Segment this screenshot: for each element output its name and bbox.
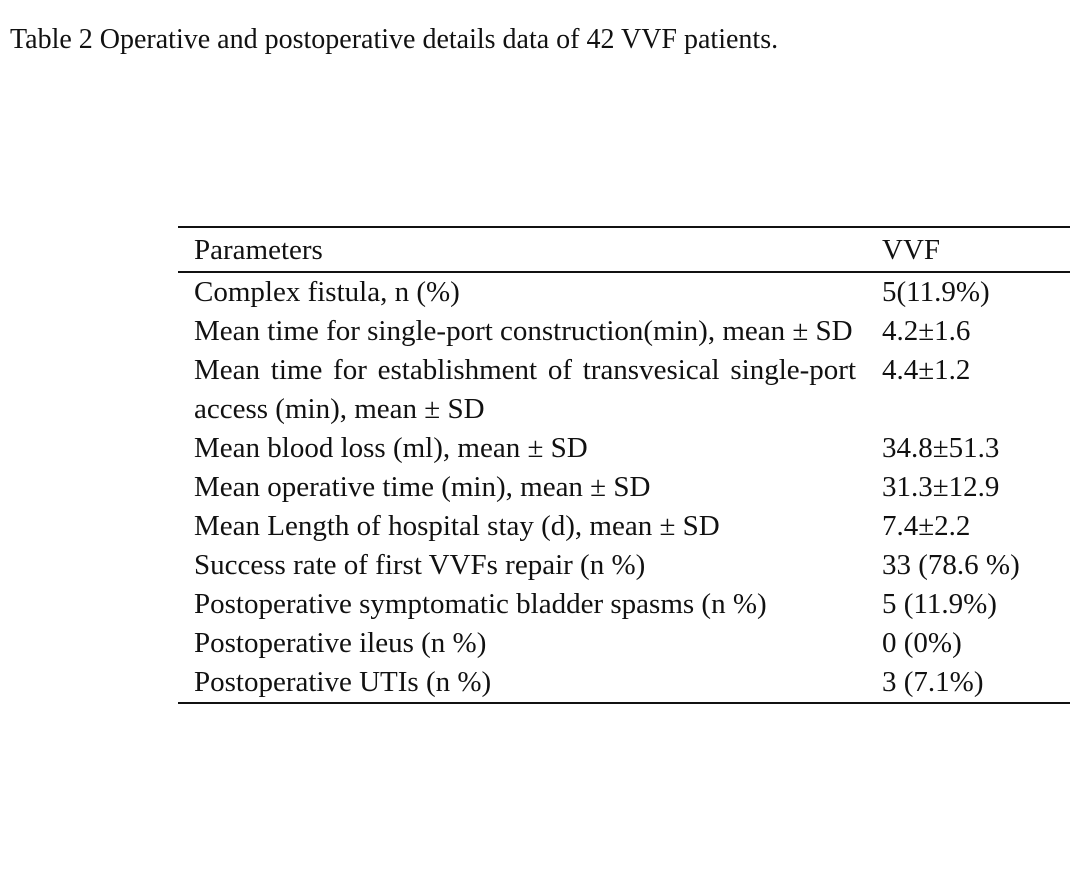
table-header-row [178, 227, 1070, 272]
header-vvf: VVF [882, 234, 941, 266]
row-value: 34.8±51.3 [882, 432, 1000, 464]
row-value: 31.3±12.9 [882, 471, 1000, 503]
row-parameter: Mean time for establishment of transvesical single-port access (min), mean ± SD [194, 354, 856, 425]
table-row [178, 663, 1070, 703]
row-value: 3 (7.1%) [882, 666, 984, 698]
table-row [178, 468, 1070, 507]
data-table-container [178, 226, 1070, 704]
table-row [178, 546, 1070, 585]
row-value: 7.4±2.2 [882, 510, 971, 542]
row-value: 4.4±1.2 [882, 354, 971, 386]
table-row [178, 351, 1070, 429]
row-parameter: Success rate of first VVFs repair (n %) [194, 549, 646, 581]
table-caption: Table 2 Operative and postoperative details data of 42 VVF patients. [10, 24, 779, 55]
table-row [178, 585, 1070, 624]
row-value: 0 (0%) [882, 627, 962, 659]
row-parameter: Mean operative time (min), mean ± SD [194, 471, 651, 503]
table-row [178, 624, 1070, 663]
data-table [178, 226, 1070, 704]
header-parameters: Parameters [194, 234, 323, 266]
row-parameter: Complex fistula, n (%) [194, 276, 460, 308]
table-row [178, 507, 1070, 546]
table-row [178, 272, 1070, 312]
row-parameter: Postoperative symptomatic bladder spasms (n %) [194, 588, 767, 620]
row-value: 4.2±1.6 [882, 315, 971, 347]
row-parameter: Mean Length of hospital stay (d), mean ± SD [194, 510, 720, 542]
row-value: 33 (78.6 %) [882, 549, 1020, 581]
row-parameter: Mean blood loss (ml), mean ± SD [194, 432, 588, 464]
row-parameter: Postoperative ileus (n %) [194, 627, 487, 659]
table-row [178, 312, 1070, 351]
row-value: 5 (11.9%) [882, 588, 997, 620]
row-parameter: Postoperative UTIs (n %) [194, 666, 492, 698]
table-row [178, 429, 1070, 468]
row-parameter: Mean time for single-port construction(min), mean ± SD [194, 315, 853, 347]
row-value: 5(11.9%) [882, 276, 990, 308]
